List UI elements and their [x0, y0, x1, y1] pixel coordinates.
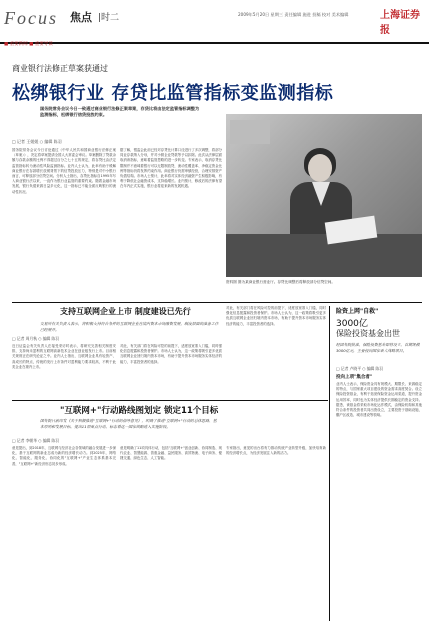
- date-line: 2009年5月20日 星期三 责任编辑 施进 投稿 校对 美术编辑: [238, 12, 349, 17]
- sidebar-mini-head: 投向上项"集合者": [336, 375, 373, 380]
- second-sub-lead: 国务院日前印发《关于积极推进"互联网+"行动的指导意见》，明确了推进"互联网+"行动的总体思路、基本原则和发展目标，提出11项重点行动，标志着这一国家战略进入实施阶段。: [40, 418, 217, 429]
- sidebar-title-line2: 保险投资基金出世: [336, 329, 400, 338]
- lead-summary: 国务院常务会议今日一致通过商业银行法修正案草案，存贷比将由法定监管指标调整为监测指标，松绑银行信贷投放约束。: [40, 106, 200, 117]
- sidebar-sub-lead: 经国务院批准，保险投资基金即将设立，首期规模3000亿元，主要投向国家重大战略项目。: [336, 342, 420, 353]
- sidebar-byline: □ 记者 卢晓平 ○ 编辑 陈羽: [336, 366, 384, 371]
- mid-column-2: 对此，有关部门将在风险可控的前提下，适度放宽准入门槛，同时强化信息披露和投资者保护。市场人士认为，这一政策将吸引更多优质互联网企业回归境内资本市场，有助于提升资本市场服务实体经济的能力，丰富投资者的选择。: [120, 344, 222, 364]
- second-column-3: 专家指出，意见的出台将有力推动传统产业转型升级，加快培育新的经济增长点，为经济发展注入新的活力。: [226, 446, 326, 456]
- section-divider: [12, 302, 422, 303]
- lead-byline: □ 记者 王媛媛 ○ 编辑 陈羽: [12, 139, 62, 144]
- sidebar-divider: [329, 306, 330, 621]
- news-photo: [226, 114, 422, 277]
- sidebar-kicker: 险资上网"自救": [336, 308, 379, 315]
- sidebar-title-line1: 3000亿: [336, 319, 368, 329]
- mid-byline: □ 记者 周月秋 ○ 编辑 陈羽: [12, 336, 60, 341]
- photo-caption: 资料图 图为某商业银行营业厅。存贷比调整后将释放部分信贷空间。: [226, 280, 335, 284]
- tagline: ■ 重要新闻 ■ 重要导读: [4, 42, 53, 47]
- second-headline: "互联网+"行动路线图划定 锁定11个目标: [60, 406, 219, 416]
- section-name: 焦点: [70, 11, 92, 24]
- lead-column-2: 据了解，银监会此前已经对存贷比计算口径进行了多次调整，将部分同业存款纳入分母，并对小微企业贷款等予以扣除。此次从法律层面取消该指标，意味着监管思路的进一步转变。专家表示，取消存贷比限制并不意味着银行可以无限制放贷，流动性覆盖率、净稳定资金比例等指标仍将发挥约束作用。商业银行仍需审慎经营，合理安排资产负债结构。市场人士预计，此举将对实体经济融资产生积极影响，有利于降低社会融资成本，支持稳增长。业内预计，修改后的法律有望在年内正式实施，银行业将迎来新的发展机遇。: [120, 148, 222, 189]
- mid-headline: 支持互联网企业上市 制度建设已先行: [60, 307, 191, 316]
- mid-column-3: 对此，有关部门将在风险可控的前提下，适度放宽准入门槛，同时强化信息披露和投资者保护。市场人士认为，这一政策将吸引更多优质互联网企业回归境内资本市场，有助于提升资本市场服务实体经济的能力，丰富投资者的选择。: [226, 306, 326, 326]
- mid-column-1: 近日证监会有关负责人在接受采访时表示，将研究完善相关制度安排，支持尚未盈利的互联网高新技术企业在创业板发行上市。目前相关规则正在研究论证之中。业内人士指出，互联网企业具有轻资产、高成长的特点，传统的发行上市条件对盈利能力要求较高，不利于此类企业在境内上市。: [12, 344, 116, 369]
- newspaper-logo: 上海证券报: [380, 10, 420, 36]
- page-header: [0, 0, 429, 44]
- second-byline: □ 记者 李朝华 ○ 编辑 陈羽: [12, 438, 60, 443]
- lead-kicker: 商业银行法修正草案获通过: [12, 64, 108, 73]
- section-masthead: Focus: [4, 8, 58, 28]
- second-column-2: 意见明确了11项具体行动，包括"互联网+"创业创新、协同制造、现代农业、智慧能源、普惠金融、益民服务、高效物流、电子商务、便捷交通、绿色生态、人工智能。: [120, 446, 222, 461]
- story-divider: [12, 400, 328, 401]
- second-column-1: 意见提出，到2018年，互联网与经济社会各领域的融合发展进一步深化，基于互联网的新业态成为新的经济增长动力。到2025年，网络化、智能化、服务化、协同化的"互联网+"产业生态体系基本完善，"互联网+"新经济形态初步形成。: [12, 446, 116, 466]
- lead-column-1: 国务院常务会议今日讨论通过《中华人民共和国商业银行法修正案（草案）》，决定将草案提请全国人大常委会审议。草案删除了贷款余额与存款余额的比例不得超过百分之七十五的规定，将存贷比由法定监管指标转为流动性风险监测指标。业内人士认为，此举有助于缓解商业银行在存款增长放缓背景下的信贷投放压力，特别是对中小银行而言，可释放部分信贷空间。分析人士指出，存贷比指标自1995年写入商业银行法以来，一直作为银行业监管的重要约束。随着金融市场发展，银行负债来源日益多元化，这一指标已不能全面反映银行的流动性状况。: [12, 148, 116, 194]
- mid-sub-lead: 交易所有关负责人表示，将积极支持符合条件的互联网企业在境内资本市场融资发展，制度层面的准备工作已经展开。: [40, 321, 219, 332]
- lead-headline: 松绑银行业 存贷比监管指标变监测指标: [12, 83, 334, 104]
- sidebar-body: 业内人士表示，保险资金具有规模大、期限长、来源稳定的特点，与国家重大项目建设的资金需求高度契合。设立保险投资基金，有利于拓宽保险资金运用渠道，提升资金运用效率，同时也为实体经济提供长期稳定的资金支持。据悉，该基金将采取市场化运作模式，由保险机构和其他符合条件的投资者共同出资设立，主要投资于基础设施、棚户区改造、城市建设等领域。: [336, 382, 422, 418]
- page-number: |时二: [98, 13, 120, 23]
